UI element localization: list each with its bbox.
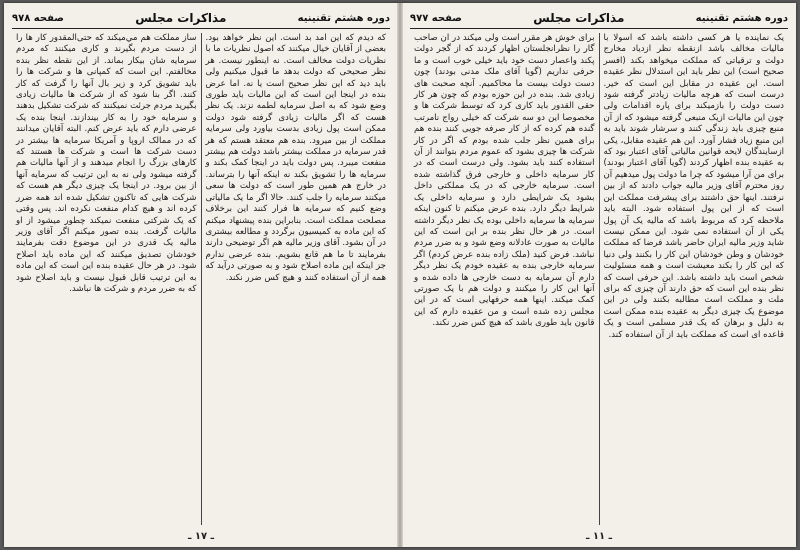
right-header-title: مذاکرات مجلس [533, 11, 625, 25]
right-page-column-1 [600, 33, 789, 525]
right-column-1-text: یک نماینده یا هر کسی داشته باشد که اسولا با مالیات مخالف باشد ازنقطه نظر ازدیاد مخارج دولت و ترقیاتی که مملکت میخواهد بکند (افسر صحیح است) این نظر باید این استدلال نظر عقیده است. این عقیده در مقابل این است که خیر. درست است که هرچه مالیات زیادتر گرفته شود دست دولت را بازمیکند برای پاره اقدامات ولی چون این مالیات ازیک منبعی گرفته میشود که از آن منبع چیزی باید زندگی کنند و سرشار شوند باید به این منبع زیاد فشار آورد. این هم عقیده مقابل، یکی ازسایندگان لایحه قوانین مالیاتی آقای اعتبار بود که به عقیده بنده اظهار کردند (گویا آقای اعتبار بودند) برای من آرا میشود که چرا ما دولت پول میدهیم آن روز محترم آقای وزیر مالیه جواب دادند که از بین نرفتند. اینها حق داشتند برای پیشرفت مملکت این است که از این پول استفاده شود. البته باید ملاحظه کرد که مربوط باشد که مالیه یک آن پول یکی از آن استفاده نمی شود. این ممکن نیست شاید وزیر مالیه ایران حاضر باشد فرضا که مملکت خودشان و وطن خودشان این کار را بکنند ولی دنیا که این کار را بکند معیشت است و همه مسئولیت شخص است باید داشته باشد. این حرفی است که نظر بنده این است که حق دارند آن چیزی که برای ملت و مملکت است مطالبه بکنند ولی در این موضوع یک چیزی دیگر به عقیده بنده ممکن است به دلیل و برهان که یک قدر مسلمی است و یک قاعده ای است که مملکت باید از آن استفاده کند. [603, 33, 784, 340]
right-header-page-number: صفحه ۹۷۷ [410, 12, 462, 24]
left-page-footer: ـ ۱۷ ـ [187, 531, 215, 542]
right-page-header [410, 9, 788, 27]
right-page-column-2 [410, 33, 599, 525]
book-spread [4, 3, 796, 547]
left-header-rule [12, 28, 390, 29]
left-page-column-2 [12, 33, 201, 525]
right-page-footer: ـ ۱۱ ـ [585, 531, 613, 542]
left-column-2-text: ساز مملکت هم مي‌ميکند که حتی‌المقدور کار ها را از دست مردم بگیرند و کاری میکنند که مردم سرمایه شان بیکار بماند. از این نقطه نظر بنده مخالفتم. این است که کمپانی ها و شرکت ها را باید تشویق کرد و زیر بال آنها را گرفت که کار کنند. اگر بنا شود که از شرکت ها مالیات زیادی بگیرید مردم جرئت نمیکنند که شرکت تشکیل بدهند و سرمایه خود را به کار بیندازند. اینجا بنده یک عرضی دارم که باید عرض کنم. البته آقایان میدانند که در ممالک اروپا و آمریکا سرمایه ها بیشتر در دست شرکت ها است و شرکت ها هستند که کارهای بزرگ را انجام میدهند و از آنها مالیات هم گرفته میشود ولی نه به این ترتیب که سرمایه آنها از بین برود. در اینجا یک چیزی دیگر هم هست که شرکت هایی که تاکنون تشکیل شده اند همه ضرر کرده اند و هیچ کدام منفعت نکرده اند. پس وقتی که یک شرکتی منفعت نمیکند چطور میشود از او مالیات گرفت. بنده تصور میکنم اگر آقای وزیر مالیه یک قدری در این موضوع دقت بفرمایند خودشان تصدیق میکنند که این ماده باید اصلاح شود. در هر حال عقیده بنده این است که این ماده به این ترتیب قابل قبول نیست و باید اصلاح شود که به ضرر مردم و شرکت ها نباشد. [16, 33, 197, 294]
right-column-2-text: برای خوش هر مقرر است ولی میکند در آن صاحب گار را نظرانجلستان اظهار کردند که از گجر دولت پکند واعصار دست خود باید خیلی خوب است و ما حرفی نداریم (گویا آقای ملک مدنی بودند) چون دست دولت بیست ما محاکمیم. آنچه صحبت های زیادی شد. بنده در این حوزه بودم که چون هر کار حقی القدور باید کاری کرد که توسط شرکت ها و مخصوصا این دو سه شرکت که خیلی رواج نامرتب گنده هم کرده که از کار صرفه جویی کنند بنده هم برای همین نظر جلب شده بودم که اگر در کار شرکت ها چیزی بشود که عموم مردم بتوانند از آن استفاده کنند باید بشود. ولی درست است که در کار سرمایه داخلی و خارجی فرق گذاشته شده است. سرمایه خارجی که در یک مملکتی داخل بشود یک شرایطی دارد و سرمایه داخلی یک شرایط دیگر دارد. بنده عرض میکنم تا کنون اینکه سرمایه ها سرمایه داخلی بوده یک نظر دیگر داشته است. در هر حال نظر بنده بر این است که این مالیات به صورت عادلانه وضع شود و به ضرر مردم نباشد. فرض کنید (ملک زاده بنده عرض کردم) اگر سرمایه خارجی بنده به عقیده خودم یک نظر دیگر دارم آن سرمایه به دست خارجی ها داده شده و آنها این کار را میکنند و دولت هم با یک صورتی کمک میکند. اینها همه حرفهایی است که در این مجلس زده شده است و من عقیده دارم که این قانون باید طوری باشد که هیچ کس ضرر نکند. [414, 33, 595, 329]
left-page-header [12, 9, 390, 27]
left-header-title: مذاکرات مجلس [135, 11, 227, 25]
right-header-session: دوره هشتم تقنینیه [695, 12, 788, 24]
right-column-divider [599, 33, 600, 525]
left-page [4, 3, 398, 547]
left-header-session: دوره هشتم تقنینیه [297, 12, 390, 24]
left-header-page-number: صفحه ۹۷۸ [12, 12, 64, 24]
left-column-divider [201, 33, 202, 525]
left-page-columns [12, 33, 390, 525]
left-page-column-1 [202, 33, 391, 525]
right-page-columns [410, 33, 788, 525]
right-page [402, 3, 796, 547]
right-header-rule [410, 28, 788, 29]
left-column-1-text: که دیدم که این آمد بد است. این نظر خواهد بود. بعضی از آقایان خیال میکنند که اصول نظریات ما با نظریات دولت مخالف است. نه اینطور نیست. هر نظر صحیحی که دولت بدهد ما قبول میکنیم ولی باید دید که این نظر صحیح است یا نه. اما عرض بنده در اینجا این است که این مالیات باید طوری وضع شود که به اصل سرمایه لطمه نزند. یک نظر هست که اگر مالیات زیادی گرفته شود دولت ممکن است پول زیادی بدست بیاورد ولی سرمایه مملکت از بین میرود. بنده هم معتقد هستم که هر قدر سرمایه در مملکت بیشتر باشد دولت هم بیشتر منفعت میبرد. پس دولت باید در اینجا کمک بکند و سرمایه ها را تشویق بکند نه اینکه آنها را بترساند. در خارج هم همین طور است که دولت ها سعی میکنند سرمایه را جلب کنند. حالا اگر ما یک مالیاتی وضع کنیم که سرمایه ها فرار کنند این برخلاف مصلحت مملکت است. بنابراین بنده پیشنهاد میکنم که این ماده به کمیسیون برگردد و مطالعه بیشتری در آن بشود. آقای وزیر مالیه هم اگر توضیحی دارند بفرمایند تا ما هم قانع بشویم. بنده عرضی ندارم جز اینکه این ماده اصلاح شود و به صورتی درآید که همه از آن استفاده کنند و هیچ کس ضرر نکند. [205, 33, 386, 283]
